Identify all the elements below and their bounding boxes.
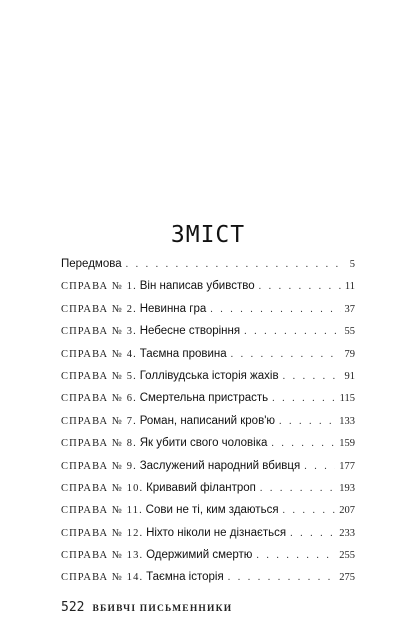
toc-entry-page: 159 [339, 438, 355, 450]
toc-entry-case-8 [61, 437, 355, 459]
toc-entry-page: 193 [339, 482, 355, 494]
toc-entry-label: СПРАВА № 3. [61, 326, 137, 338]
toc-entry-page: 255 [339, 550, 355, 562]
toc-entry-case-7 [61, 415, 355, 437]
toc-entry-case-1 [61, 280, 355, 302]
toc-entry-page: 133 [339, 415, 355, 427]
toc-entry-case-10 [61, 482, 355, 504]
toc-entry-title: Сови не ті, ким здаються [145, 504, 279, 517]
toc-entry-label: СПРАВА № 1. [61, 281, 137, 293]
toc-entry-title: Кривавий філантроп [146, 481, 256, 494]
toc-entry-label: СПРАВА № 10. [61, 482, 144, 494]
page-footer [61, 600, 232, 615]
toc-entry-page: 79 [344, 348, 355, 360]
toc-entry-label: СПРАВА № 13. [61, 550, 144, 562]
toc-entry-title: Невинна гра [139, 302, 207, 315]
toc-entry-title: Як убити свого чоловіка [139, 437, 268, 450]
toc-entry-title: Таємна провина [139, 347, 227, 360]
toc-entry-case-3 [61, 325, 355, 347]
toc-entry-label: СПРАВА № 14. [61, 572, 144, 584]
toc-entry-case-6 [61, 392, 355, 414]
toc-dot-leader [304, 461, 335, 472]
toc-dot-leader [279, 416, 335, 427]
toc-entry-label: СПРАВА № 8. [61, 438, 137, 450]
toc-entry-label: СПРАВА № 7. [61, 415, 137, 427]
toc-dot-leader [126, 259, 346, 270]
toc-entry-label: СПРАВА № 2. [61, 303, 137, 315]
toc-dot-leader [256, 550, 335, 561]
toc-entry-case-5 [61, 370, 355, 392]
toc-entry-case-14 [61, 571, 355, 593]
toc-entry-title: Одержимий смертю [146, 549, 253, 562]
toc-entry-page: 177 [339, 460, 355, 472]
toc-entry-page: 275 [339, 572, 355, 584]
footer-page-number: 522 [61, 600, 85, 615]
toc-dot-leader [259, 281, 341, 292]
toc-dot-leader [283, 371, 341, 382]
toc-entry-title: Таємна історія [146, 571, 224, 584]
toc-entry-page: 91 [344, 370, 355, 382]
toc-entry-page: 11 [344, 281, 355, 293]
toc-dot-leader [283, 505, 336, 516]
toc-entry-case-11 [61, 504, 355, 526]
toc-entry-title: Смертельна пристрасть [139, 392, 269, 405]
toc-entry-title: Роман, написаний кров'ю [139, 414, 276, 427]
toc-entry-page: 37 [344, 303, 355, 315]
toc-entry-label: СПРАВА № 9. [61, 460, 137, 472]
table-of-contents [61, 258, 355, 594]
toc-entry-title: Він написав убивство [139, 280, 255, 293]
toc-entry-page: 233 [339, 527, 355, 539]
toc-entry-label: СПРАВА № 6. [61, 393, 137, 405]
toc-entry-title: Голлівудська історія жахів [139, 369, 279, 382]
toc-entry-case-2 [61, 303, 355, 325]
toc-entry-page: 55 [344, 326, 355, 338]
toc-entry-title: Заслужений народний вбивця [139, 459, 301, 472]
toc-entry-case-13 [61, 549, 355, 571]
toc-dot-leader [272, 393, 335, 404]
toc-entry-case-9 [61, 460, 355, 482]
toc-dot-leader [260, 483, 335, 494]
toc-entry-page: 207 [339, 505, 355, 517]
toc-dot-leader [244, 326, 340, 337]
toc-dot-leader [228, 572, 336, 583]
toc-entry-title: Ніхто ніколи не дізнається [146, 526, 287, 539]
toc-entry-page: 115 [339, 393, 355, 405]
toc-entry-label: СПРАВА № 4. [61, 348, 137, 360]
toc-entry-label: СПРАВА № 11. [61, 505, 143, 517]
toc-dot-leader [290, 528, 335, 539]
toc-entry-label: СПРАВА № 5. [61, 370, 137, 382]
toc-entry-title: Передмова [61, 258, 122, 270]
footer-book-title: ВБИВЧІ ПИСЬМЕННИКИ [92, 604, 233, 614]
toc-dot-leader [271, 438, 335, 449]
toc-dot-leader [231, 349, 341, 360]
toc-dot-leader [210, 304, 340, 315]
toc-entry-case-4 [61, 348, 355, 370]
toc-entry-foreword [61, 258, 355, 280]
toc-entry-title: Небесне створіння [139, 325, 241, 338]
page-title: ЗМІСТ [170, 222, 246, 248]
toc-entry-case-12 [61, 527, 355, 549]
toc-entry-label: СПРАВА № 12. [61, 527, 144, 539]
toc-entry-page: 5 [349, 259, 355, 270]
